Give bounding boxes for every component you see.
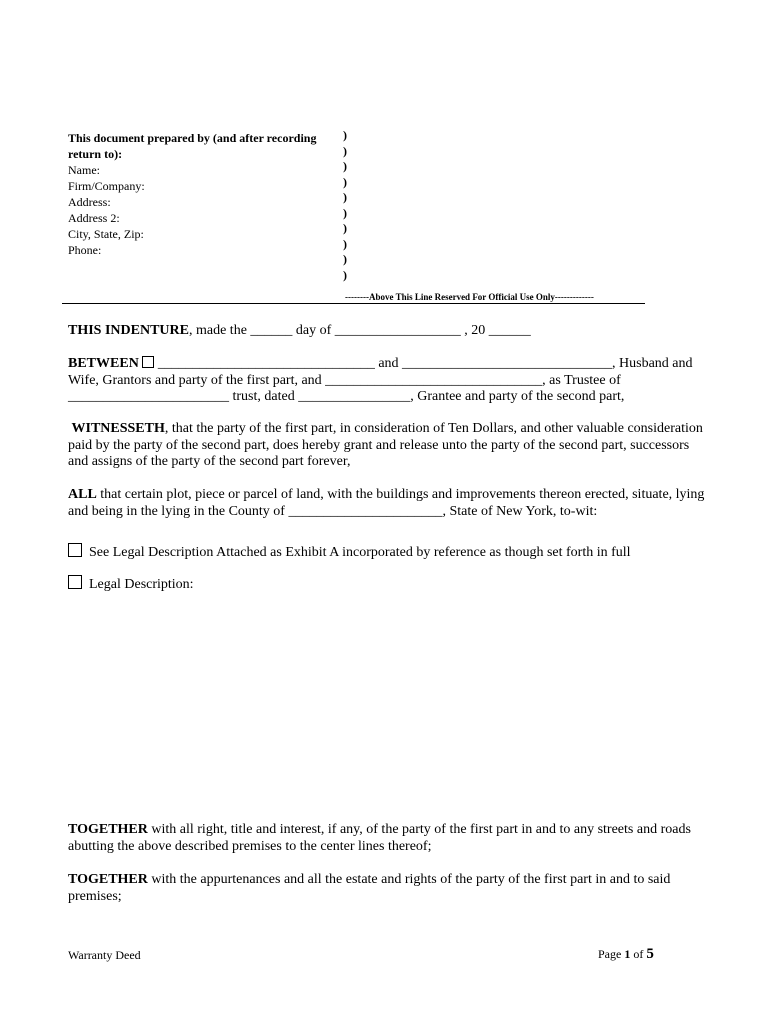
paren-column bbox=[343, 128, 347, 283]
preparer-block bbox=[68, 130, 316, 258]
option-exhibit-a bbox=[68, 543, 631, 562]
reserved-line-label: --------Above This Line Reserved For Official Use Only------------- bbox=[345, 292, 594, 302]
official-use-divider bbox=[62, 303, 645, 304]
paren: ) bbox=[343, 174, 347, 189]
option-legal-description bbox=[68, 575, 194, 594]
all-paragraph bbox=[68, 487, 704, 520]
page-label: Page bbox=[598, 947, 625, 961]
between-line2: Wife, Grantors and party of the first part, and _______________________________, as Trustee of bbox=[68, 372, 621, 388]
page-total: 5 bbox=[646, 946, 654, 962]
indenture-line bbox=[68, 323, 531, 340]
witnesseth-heading: WITNESSETH bbox=[71, 421, 165, 436]
all-line2: and being in the lying in the County of ______________________, State of New York, to-wit: bbox=[68, 503, 598, 519]
paren: ) bbox=[343, 128, 347, 142]
preparer-title-line2: return to): bbox=[68, 147, 123, 161]
between-heading: BETWEEN bbox=[68, 356, 139, 371]
together2-line1: with the appurtenances and all the estate and rights of the party of the first part in and to said bbox=[147, 872, 671, 887]
legal-description-label: Legal Description: bbox=[89, 577, 194, 592]
field-name-label: Name: bbox=[68, 163, 100, 177]
together-paragraph-2 bbox=[68, 872, 670, 905]
paren: ) bbox=[343, 267, 347, 282]
indenture-text: , made the ______ day of __________________ , 20 ______ bbox=[188, 323, 531, 338]
between-line3: _______________________ trust, dated ________________, Grantee and party of the second part, bbox=[68, 389, 625, 404]
together2-heading: TOGETHER bbox=[68, 872, 148, 887]
all-heading: ALL bbox=[68, 487, 97, 502]
together1-line1: with all right, title and interest, if any, of the party of the first part in and to any streets and roads bbox=[147, 822, 691, 837]
paren: ) bbox=[343, 236, 347, 251]
paren: ) bbox=[343, 205, 347, 220]
field-address-label: Address: bbox=[68, 195, 111, 209]
preparer-title-line1: This document prepared by (and after recording bbox=[68, 131, 317, 145]
between-checkbox[interactable] bbox=[142, 356, 154, 368]
together1-line2: abutting the above described premises to the center lines thereof; bbox=[68, 838, 432, 854]
between-paragraph bbox=[68, 356, 693, 406]
indenture-heading: THIS INDENTURE bbox=[68, 323, 189, 338]
paren: ) bbox=[343, 159, 347, 173]
paren: ) bbox=[343, 143, 347, 158]
page-current: 1 bbox=[624, 947, 631, 961]
page-of: of bbox=[630, 947, 647, 961]
page-number bbox=[598, 946, 654, 963]
witnesseth-line3: and assigns of the party of the second part forever, bbox=[68, 454, 351, 469]
exhibit-a-label: See Legal Description Attached as Exhibit A incorporated by reference as though set forth in full bbox=[89, 545, 631, 560]
together2-line2: premises; bbox=[68, 888, 122, 904]
between-line1: _______________________________ and ______________________________, Husband and bbox=[154, 356, 693, 371]
field-address2-label: Address 2: bbox=[68, 211, 120, 225]
legal-description-checkbox[interactable] bbox=[68, 575, 82, 589]
together-paragraph-1 bbox=[68, 822, 691, 855]
paren: ) bbox=[343, 190, 347, 204]
together1-heading: TOGETHER bbox=[68, 822, 148, 837]
all-line1: that certain plot, piece or parcel of land, with the buildings and improvements thereon erected, situate, lying bbox=[96, 487, 705, 502]
field-phone-label: Phone: bbox=[68, 243, 102, 257]
exhibit-a-checkbox[interactable] bbox=[68, 543, 82, 557]
paren: ) bbox=[343, 221, 347, 235]
footer-doc-title: Warranty Deed bbox=[68, 948, 141, 962]
field-city-state-zip-label: City, State, Zip: bbox=[68, 227, 144, 241]
field-firm-label: Firm/Company: bbox=[68, 179, 145, 193]
witnesseth-line2: paid by the party of the second part, does hereby grant and release unto the party of the second part, successors bbox=[68, 437, 690, 453]
witnesseth-line1: , that the party of the first part, in consideration of Ten Dollars, and other valuable consideration bbox=[164, 421, 703, 436]
paren: ) bbox=[343, 252, 347, 266]
witnesseth-paragraph bbox=[68, 421, 703, 471]
